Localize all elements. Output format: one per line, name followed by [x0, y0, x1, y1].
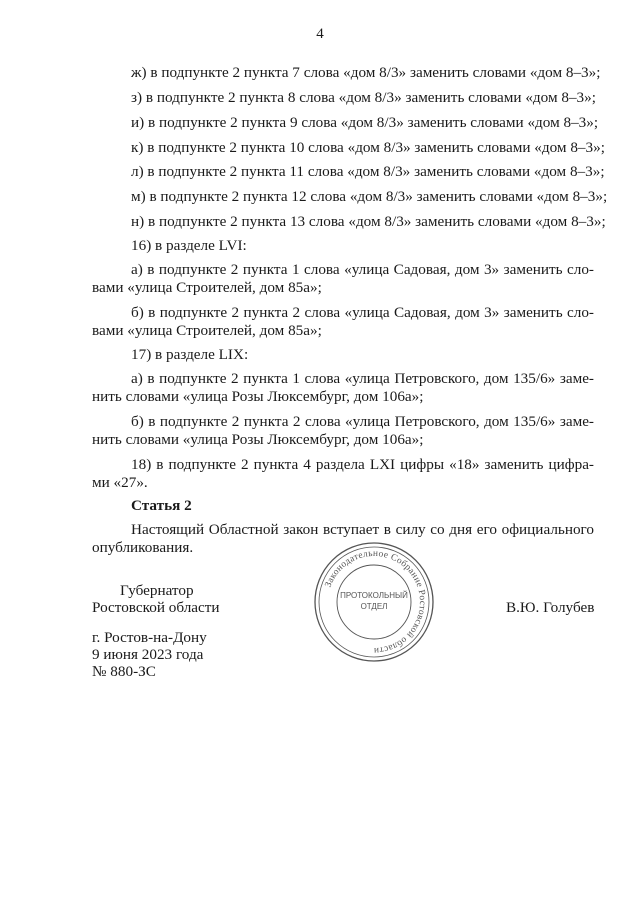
section18-line1: 18) в подпункте 2 пункта 4 раздела LXI цифры «18» заменить цифра-: [131, 456, 594, 473]
item-n: н) в подпункте 2 пункта 13 слова «дом 8/3» заменить словами «дом 8–3»;: [131, 213, 606, 230]
section18-line2: ми «27».: [92, 474, 148, 491]
item-i: и) в подпункте 2 пункта 9 слова «дом 8/3» заменить словами «дом 8–3»;: [131, 114, 599, 131]
section16-b-line2: вами «улица Строителей, дом 85а»;: [92, 322, 322, 339]
section16-b-line1: б) в подпункте 2 пункта 2 слова «улица Садовая, дом 3» заменить сло-: [131, 304, 594, 321]
section16-a-line1: а) в подпункте 2 пункта 1 слова «улица Садовая, дом 3» заменить сло-: [131, 261, 594, 278]
signature-title-line1: Губернатор: [120, 582, 194, 599]
signature-name: В.Ю. Голубев: [506, 599, 595, 616]
signature-title-line2: Ростовской области: [92, 599, 220, 616]
article2-heading: Статья 2: [131, 497, 192, 514]
footer-city: г. Ростов-на-Дону: [92, 629, 207, 646]
article2-line1: Настоящий Областной закон вступает в силу со дня его официального: [131, 521, 594, 538]
item-z: з) в подпункте 2 пункта 8 слова «дом 8/3» заменить словами «дом 8–3»;: [131, 89, 596, 106]
stamp-inner-line2: ОТДЕЛ: [360, 602, 388, 611]
stamp-inner-line1: ПРОТОКОЛЬНЫЙ: [340, 591, 408, 600]
footer-number: № 880-ЗС: [92, 663, 156, 680]
item-l: л) в подпункте 2 пункта 11 слова «дом 8/3» заменить словами «дом 8–3»;: [131, 163, 605, 180]
section17-a-line1: а) в подпункте 2 пункта 1 слова «улица Петровского, дом 135/6» заме-: [131, 370, 594, 387]
item-m: м) в подпункте 2 пункта 12 слова «дом 8/3» заменить словами «дом 8–3»;: [131, 188, 608, 205]
stamp-outer-text: Законодательное Собрание Ростовской области: [323, 548, 428, 656]
section17-heading: 17) в разделе LIX:: [131, 346, 249, 363]
footer-date: 9 июня 2023 года: [92, 646, 204, 663]
item-zh: ж) в подпункте 2 пункта 7 слова «дом 8/3» заменить словами «дом 8–3»;: [131, 64, 601, 81]
page-number: 4: [316, 26, 324, 42]
section16-a-line2: вами «улица Строителей, дом 85а»;: [92, 279, 322, 296]
section17-a-line2: нить словами «улица Розы Люксембург, дом 106а»;: [92, 388, 424, 405]
section16-heading: 16) в разделе LVI:: [131, 237, 247, 254]
section17-b-line1: б) в подпункте 2 пункта 2 слова «улица Петровского, дом 135/6» заме-: [131, 413, 594, 430]
article2-line2: опубликования.: [92, 539, 194, 556]
official-stamp: [312, 540, 436, 664]
item-k: к) в подпункте 2 пункта 10 слова «дом 8/3» заменить словами «дом 8–3»;: [131, 139, 605, 156]
section17-b-line2: нить словами «улица Розы Люксембург, дом 106а»;: [92, 431, 424, 448]
